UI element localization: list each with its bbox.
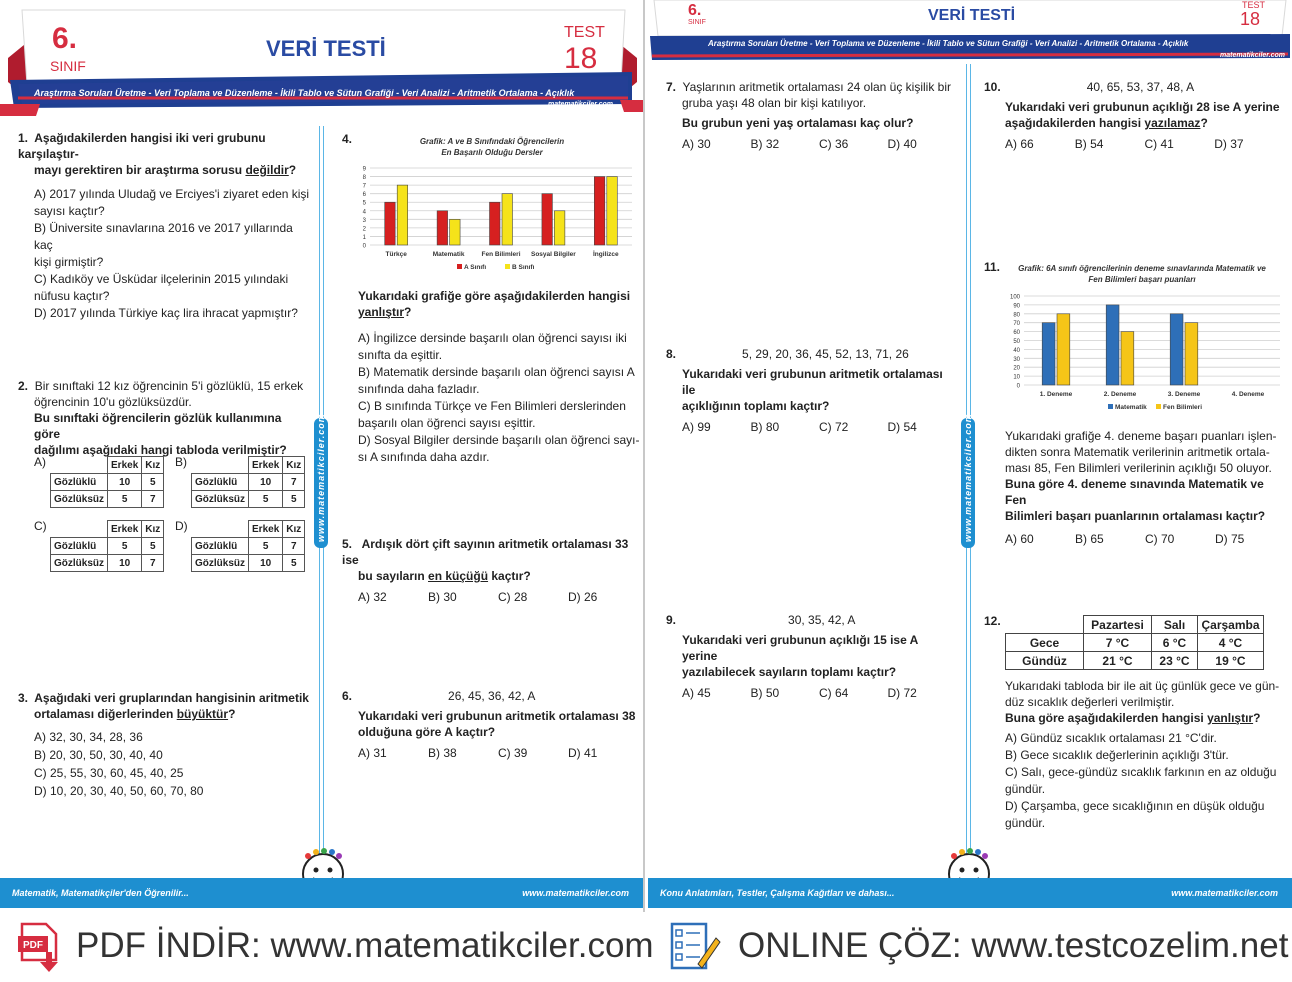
q4-option-a[interactable]: A) İngilizce dersinde başarılı olan öğrenci sayısı iki	[358, 331, 627, 345]
y-tick-label: 50	[1013, 339, 1020, 345]
legend-swatch	[457, 264, 462, 269]
online-solve-link[interactable]: ONLINE ÇÖZ: www.testcozelim.net	[738, 926, 1289, 965]
table-cell: 7 °C	[1084, 634, 1152, 652]
q1-option-d[interactable]: D) 2017 yılında Türkiye kaç lira ihracat yapmıştır?	[34, 306, 298, 320]
q9-option-c[interactable]: C) 64	[819, 686, 849, 700]
q3-option-b[interactable]: B) 20, 30, 50, 30, 40, 40	[34, 748, 163, 762]
q12-option-d-cont: gündür.	[1005, 816, 1046, 830]
q2-option-table	[50, 520, 164, 572]
site-small: matematikciler.com	[548, 101, 613, 108]
q12-para-2: düz sıcaklık değerleri verilmiştir.	[1005, 695, 1175, 709]
q6-data: 26, 45, 36, 42, A	[448, 689, 536, 703]
q6-number: 6.	[342, 689, 353, 703]
x-tick-label: Matematik	[432, 251, 465, 258]
row-label: Gündüz	[1006, 652, 1084, 670]
q5-line-1: Ardışık dört çift sayının aritmetik ortalaması 33 ise	[342, 537, 629, 567]
y-tick-label: 2	[362, 226, 366, 233]
question-9	[666, 612, 956, 700]
q6-option-d[interactable]: D) 41	[568, 746, 598, 760]
table-cell: 19 °C	[1198, 652, 1264, 670]
y-tick-label: 9	[362, 166, 366, 173]
row-label: Gözlüklü	[51, 538, 108, 555]
question-2	[18, 378, 310, 458]
table-header-cell: Kız	[142, 457, 164, 474]
q8-option-c[interactable]: C) 72	[819, 420, 849, 434]
y-tick-label: 3	[362, 217, 366, 224]
pdf-download-icon[interactable]	[16, 922, 64, 974]
chart1-title-line1: Grafik: A ve B Sınıfındaki Öğrencilerin	[419, 137, 565, 146]
q12-option-b[interactable]: B) Gece sıcaklık değerlerinin açıklığı 3'tür.	[1005, 748, 1229, 762]
q5-option-b[interactable]: B) 30	[428, 590, 457, 604]
test-label: TEST	[564, 24, 605, 41]
online-test-icon[interactable]	[668, 920, 722, 974]
y-tick-label: 40	[1013, 347, 1020, 354]
q10-option-c[interactable]: C) 41	[1144, 137, 1174, 151]
y-tick-label: 60	[1013, 330, 1020, 337]
table-header-cell	[51, 521, 108, 538]
q8-line-1: Yukarıdaki veri grubunun aritmetik ortalaması ile	[682, 367, 943, 397]
q9-option-d[interactable]: D) 72	[887, 686, 917, 700]
y-tick-label: 1	[362, 234, 366, 241]
q8-number: 8.	[666, 347, 677, 361]
row-label: Gözlüksüz	[51, 555, 108, 572]
table-cell: 21 °C	[1084, 652, 1152, 670]
bar-b-sınıfı	[397, 185, 407, 245]
q9-line-1: Yukarıdaki veri grubunun açıklığı 15 ise A yerine	[682, 633, 918, 663]
q8-option-d[interactable]: D) 54	[887, 420, 917, 434]
pdf-icon-label: PDF	[23, 940, 43, 951]
question-1	[18, 130, 310, 322]
table-corner	[1006, 616, 1084, 634]
q1-number: 1.	[18, 131, 29, 145]
q10-number: 10.	[984, 80, 1001, 94]
q5-number: 5.	[342, 537, 353, 551]
y-tick-label: 20	[1013, 365, 1020, 372]
q11-option-b[interactable]: B) 65	[1075, 532, 1104, 546]
q11-para-2: dikten sonra Matematik verilerinin aritmetik ortala-	[1005, 445, 1270, 459]
q6-option-b[interactable]: B) 38	[428, 746, 457, 760]
grade-number: 6.	[52, 22, 78, 55]
page-title: VERİ TESTİ	[266, 36, 386, 61]
legend-label: B Sınıfı	[512, 264, 535, 271]
q5-option-c[interactable]: C) 28	[498, 590, 528, 604]
q4-option-d[interactable]: D) Sosyal Bilgiler dersinde başarılı olan öğrenci sayı-	[358, 433, 640, 447]
bar-matematik	[1042, 323, 1055, 385]
q2-option-label: C)	[34, 519, 47, 533]
q10-option-a[interactable]: A) 66	[1005, 137, 1034, 151]
y-tick-label: 30	[1013, 356, 1020, 363]
q2-line-2: öğrencinin 10'u gözlüksüzdür.	[34, 395, 192, 409]
col-header: Salı	[1152, 616, 1198, 634]
q7-line-2: gruba yaşı 48 olan bir kişi katılıyor.	[682, 96, 867, 110]
bar-a-sınıfı	[385, 202, 395, 245]
table-header-cell: Erkek	[108, 521, 142, 538]
q3-underlined: büyüktür	[176, 707, 229, 721]
q2-number: 2.	[18, 379, 29, 393]
bar-a-sınıfı	[594, 177, 604, 245]
q7-line-1: Yaşlarının aritmetik ortalaması 24 olan üç kişilik bir	[682, 80, 952, 94]
grade-number: 6.	[688, 2, 702, 19]
q1-stem-end: ?	[288, 163, 297, 177]
y-tick-label: 80	[1013, 312, 1020, 319]
bar-fen-bilimleri	[1185, 323, 1198, 385]
question-10	[984, 79, 1284, 151]
bar-b-sınıfı	[607, 177, 617, 245]
y-tick-label: 8	[362, 175, 366, 182]
table-cell: 5	[249, 538, 283, 555]
topics-line: Araştırma Soruları Üretme - Veri Toplama ve Düzenleme - İkili Tablo ve Sütun Grafiği - Veri Analizi - Aritmetik Ortalama - Açıklık	[708, 39, 1189, 48]
q10-option-b[interactable]: B) 54	[1074, 137, 1104, 151]
legend-label: A Sınıfı	[464, 264, 487, 271]
table-cell: 23 °C	[1152, 652, 1198, 670]
q9-option-a[interactable]: A) 45	[682, 686, 711, 700]
q1-stem-b: mayı gerektiren bir araştırma sorusu	[34, 163, 246, 177]
table-cell: 7	[142, 491, 164, 508]
q11-para-4: Buna göre 4. deneme sınavında Matematik ve Fen	[1005, 477, 1264, 507]
q3-line-2: ortalaması diğerlerinden	[34, 707, 177, 721]
q5-option-d[interactable]: D) 26	[568, 590, 598, 604]
table-header-cell	[51, 457, 108, 474]
q10-underlined: yazılamaz	[1144, 116, 1201, 130]
chart1-title-line2: En Başarılı Olduğu Dersler	[441, 148, 543, 157]
table-header-cell: Kız	[283, 521, 305, 538]
q12-para-3: Buna göre aşağıdakilerden hangisi	[1005, 711, 1208, 725]
site-small: matematikciler.com	[1220, 52, 1285, 59]
q4-stem-1: Yukarıdaki grafiğe göre aşağıdakilerden hangisi	[358, 289, 631, 303]
q1-option-a-cont: sayısı kaçtır?	[34, 204, 105, 218]
bar-fen-bilimleri	[1057, 314, 1070, 385]
q7-number: 7.	[666, 80, 677, 94]
q10-option-d[interactable]: D) 37	[1214, 137, 1244, 151]
chart2-title-line1: Grafik: 6A sınıfı öğrencilerinin deneme sınavlarında Matematik ve	[1018, 264, 1266, 273]
q1-option-c-cont: nüfusu kaçtır?	[34, 289, 110, 303]
table-header-cell: Erkek	[249, 521, 283, 538]
grade-word: SINIF	[688, 19, 706, 26]
footer	[0, 878, 643, 908]
page-title: VERİ TESTİ	[928, 7, 1016, 24]
q10-line-1: Yukarıdaki veri grubunun açıklığı 28 ise A yerine	[1005, 100, 1280, 114]
legend-swatch	[505, 264, 510, 269]
row-label: Gözlüklü	[192, 538, 249, 555]
footer-site-link[interactable]: www.matematikciler.com	[1171, 888, 1278, 898]
q8-data: 5, 29, 20, 36, 45, 52, 13, 71, 26	[742, 347, 909, 361]
q12-underlined: yanlıştır	[1207, 711, 1254, 725]
table-header-cell: Erkek	[249, 457, 283, 474]
table-cell: 5	[142, 538, 164, 555]
row-label: Gece	[1006, 634, 1084, 652]
side-site-text: www.matematikciler.com	[314, 418, 328, 548]
left-page	[0, 0, 645, 912]
y-tick-label: 6	[362, 192, 366, 199]
y-tick-label: 100	[1009, 294, 1020, 301]
bar-b-sınıfı	[502, 194, 512, 245]
q2-line-1: Bir sınıftaki 12 kız öğrencinin 5'i gözlüklü, 15 erkek	[34, 379, 304, 393]
q3-option-c[interactable]: C) 25, 55, 30, 60, 45, 40, 25	[34, 766, 184, 780]
q4-option-d-cont: sı A sınıfında daha azdır.	[358, 450, 490, 464]
table-cell: 10	[249, 474, 283, 491]
table-cell: 7	[142, 555, 164, 572]
y-tick-label: 5	[362, 200, 366, 207]
q5-line-2-end: kaçtır?	[488, 569, 531, 583]
table-cell: 5	[108, 491, 142, 508]
pdf-download-link[interactable]: PDF İNDİR: www.matematikciler.com	[76, 926, 654, 965]
q4-option-b[interactable]: B) Matematik dersinde başarılı olan öğrenci sayısı A	[358, 365, 635, 379]
test-label: TEST	[1242, 0, 1266, 10]
q7-option-c[interactable]: C) 36	[819, 137, 849, 151]
q6-option-a[interactable]: A) 31	[358, 746, 387, 760]
row-label: Gözlüksüz	[51, 491, 108, 508]
bar-fen-bilimleri	[1121, 332, 1134, 385]
q10-line-2: aşağıdakilerden hangisi	[1005, 116, 1145, 130]
q7-option-a[interactable]: A) 30	[682, 137, 711, 151]
bar-a-sınıfı	[490, 202, 500, 245]
table-cell: 10	[249, 555, 283, 572]
q2-option-label: D)	[175, 519, 188, 533]
col-header: Çarşamba	[1198, 616, 1264, 634]
bar-a-sınıfı	[437, 211, 447, 245]
legend-swatch	[1108, 404, 1113, 409]
x-tick-label: Türkçe	[385, 251, 407, 258]
bar-a-sınıfı	[542, 194, 552, 245]
question-11	[1005, 428, 1287, 546]
table-cell: 10	[108, 555, 142, 572]
q3-number: 3.	[18, 691, 29, 705]
q1-stem-underlined: değildir	[245, 163, 289, 177]
test-number: 18	[1240, 9, 1261, 29]
q4-option-a-cont: sınıfta da eşittir.	[358, 348, 443, 362]
question-3	[18, 690, 310, 800]
footer-slogan: Matematik, Matematikçiler'den Öğrenilir...	[12, 888, 189, 898]
x-tick-label: Sosyal Bilgiler	[531, 251, 576, 258]
q2-option-table	[191, 520, 305, 572]
chart-class-ab	[342, 130, 632, 280]
q10-line-2-end: ?	[1200, 116, 1208, 130]
q9-option-b[interactable]: B) 50	[750, 686, 780, 700]
q2-option-label: B)	[175, 455, 187, 469]
q2-option-table	[50, 456, 164, 508]
q1-stem-a: Aşağıdakilerden hangisi iki veri grubunu karşılaştır-	[18, 131, 266, 161]
q2-option-table	[191, 456, 305, 508]
q6-line-2: olduğuna göre A kaçtır?	[358, 725, 496, 739]
q11-option-c[interactable]: C) 70	[1145, 532, 1175, 546]
row-label: Gözlüksüz	[192, 491, 249, 508]
row-label: Gözlüksüz	[192, 555, 249, 572]
q9-data: 30, 35, 42, A	[788, 613, 856, 627]
table-cell: 5	[283, 555, 305, 572]
y-tick-label: 4	[362, 209, 366, 216]
col-header: Pazartesi	[1084, 616, 1152, 634]
q11-para-3: ması 85, Fen Bilimleri verilerinin açıklığı 50 oluyor.	[1005, 461, 1272, 475]
bar-matematik	[1106, 305, 1119, 385]
q11-para-5: Bilimleri başarı puanlarının ortalaması kaçtır?	[1005, 509, 1266, 523]
table-cell: 5	[249, 491, 283, 508]
q4-option-c-cont: başarılı olan öğrenci sayısı eşittir.	[358, 416, 536, 430]
q12-para-1: Yukarıdaki tabloda bir ile ait üç günlük gece ve gün-	[1005, 679, 1280, 693]
footer	[648, 878, 1292, 908]
q1-option-b[interactable]: B) Üniversite sınavlarına 2016 ve 2017 yıllarında kaç	[34, 221, 293, 252]
table-header-cell	[192, 457, 249, 474]
q5-underlined: en küçüğü	[428, 569, 489, 583]
q1-option-c[interactable]: C) Kadıköy ve Üsküdar ilçelerinin 2015 yılındaki	[34, 272, 289, 286]
y-tick-label: 0	[1016, 383, 1020, 390]
q11-number: 11.	[984, 260, 1001, 274]
table-cell: 6 °C	[1152, 634, 1198, 652]
y-tick-label: 70	[1013, 321, 1020, 328]
q12-option-d[interactable]: D) Çarşamba, gece sıcaklığının en düşük olduğu	[1005, 799, 1265, 813]
table-cell: 5	[108, 538, 142, 555]
q4-option-b-cont: sınıfında daha fazladır.	[358, 382, 480, 396]
q12-option-a[interactable]: A) Gündüz sıcaklık ortalaması 21 °C'dir.	[1005, 731, 1217, 745]
q8-option-a[interactable]: A) 99	[682, 420, 711, 434]
q8-option-b[interactable]: B) 80	[750, 420, 780, 434]
q12-number: 12.	[984, 614, 1001, 628]
q10-data: 40, 65, 53, 37, 48, A	[1086, 80, 1195, 94]
test-number: 18	[564, 42, 598, 75]
q2-option-label: A)	[34, 455, 46, 469]
chart2-title-line2: Fen Bilimleri başarı puanları	[1088, 275, 1196, 284]
y-tick-label: 0	[362, 243, 366, 250]
question-8	[666, 346, 956, 434]
chart-deneme-scores	[992, 258, 1284, 420]
q12-option-c[interactable]: C) Salı, gece-gündüz sıcaklık farkının en az olduğu	[1005, 765, 1277, 779]
q7-line-3: Bu grubun yeni yaş ortalaması kaç olur?	[682, 116, 914, 130]
question-4	[358, 288, 640, 466]
q11-para-1: Yukarıdaki grafiğe 4. deneme başarı puanları işlen-	[1005, 429, 1277, 443]
table-header-cell: Kız	[142, 521, 164, 538]
q7-option-b[interactable]: B) 32	[750, 137, 780, 151]
q4-number: 4.	[342, 132, 353, 146]
bottom-bar	[0, 912, 1292, 982]
y-tick-label: 10	[1013, 374, 1020, 381]
x-tick-label: 2. Deneme	[1103, 391, 1137, 398]
x-tick-label: Fen Bilimleri	[481, 251, 521, 258]
bar-matematik	[1170, 314, 1183, 385]
q3-line-2-end: ?	[228, 707, 236, 721]
q11-option-d[interactable]: D) 75	[1215, 532, 1245, 546]
question-7	[666, 79, 956, 151]
smiley-logo-icon	[296, 848, 350, 882]
smiley-logo-icon	[942, 848, 996, 882]
q6-line-1: Yukarıdaki veri grubunun aritmetik ortalaması 38	[358, 709, 636, 723]
y-tick-label: 90	[1013, 303, 1020, 310]
q8-line-2: açıklığının toplamı kaçtır?	[682, 399, 830, 413]
q9-number: 9.	[666, 613, 677, 627]
x-tick-label: 3. Deneme	[1167, 391, 1201, 398]
x-tick-label: 1. Deneme	[1039, 391, 1073, 398]
q4-stem-underlined: yanlıştır	[358, 305, 405, 319]
q12-para-3-end: ?	[1253, 711, 1261, 725]
table-cell: 10	[108, 474, 142, 491]
legend-label: Matematik	[1115, 404, 1147, 411]
q6-option-c[interactable]: C) 39	[498, 746, 528, 760]
topics-line: Araştırma Soruları Üretme - Veri Toplama ve Düzenleme - İkili Tablo ve Sütun Grafiği - Veri Analizi - Aritmetik Ortalama - Açıklık	[34, 88, 575, 98]
table-header-cell: Erkek	[108, 457, 142, 474]
q3-option-a[interactable]: A) 32, 30, 34, 28, 36	[34, 730, 143, 744]
question-12	[1005, 678, 1287, 832]
y-tick-label: 7	[362, 183, 366, 190]
question-5	[342, 536, 640, 604]
table-header-cell	[192, 521, 249, 538]
table-cell: 4 °C	[1198, 634, 1264, 652]
q1-option-b-cont: kişi girmiştir?	[34, 255, 104, 269]
q4-option-c[interactable]: C) B sınıfında Türkçe ve Fen Bilimleri derslerinden	[358, 399, 626, 413]
grade-word: SINIF	[50, 58, 86, 74]
q4-stem-end: ?	[404, 305, 412, 319]
q1-option-a[interactable]: A) 2017 yılında Uludağ ve Erciyes'i ziyaret eden kişi	[34, 187, 310, 201]
side-site-text: www.matematikciler.com	[961, 418, 975, 548]
q5-line-2: bu sayıların	[358, 569, 429, 583]
q12-option-c-cont: gündür.	[1005, 782, 1046, 796]
q5-option-a[interactable]: A) 32	[358, 590, 387, 604]
right-page	[648, 0, 1292, 912]
table-cell: 7	[283, 538, 305, 555]
q3-line-1: Aşağıdaki veri gruplarından hangisinin aritmetik	[34, 691, 309, 705]
q9-line-2: yazılabilecek sayıların toplamı kaçtır?	[682, 665, 897, 679]
table-header-cell: Kız	[283, 457, 305, 474]
table-cell: 5	[283, 491, 305, 508]
bar-b-sınıfı	[554, 211, 564, 245]
bar-b-sınıfı	[450, 219, 460, 245]
row-label: Gözlüklü	[192, 474, 249, 491]
x-tick-label: İngilizce	[592, 251, 619, 258]
x-tick-label: 4. Deneme	[1231, 391, 1265, 398]
q11-option-a[interactable]: A) 60	[1005, 532, 1034, 546]
q2-line-3: Bu sınıftaki öğrencilerin gözlük kullanımına göre	[34, 411, 282, 441]
footer-site-link[interactable]: www.matematikciler.com	[522, 888, 629, 898]
row-label: Gözlüklü	[51, 474, 108, 491]
table-cell: 5	[142, 474, 164, 491]
q2-line-4: dağılımı aşağıdaki hangi tabloda verilmiştir?	[34, 443, 287, 457]
q3-option-d[interactable]: D) 10, 20, 30, 40, 50, 60, 70, 80	[34, 784, 204, 798]
legend-label: Fen Bilimleri	[1163, 404, 1203, 411]
question-6	[342, 688, 640, 760]
q7-option-d[interactable]: D) 40	[887, 137, 917, 151]
table-cell: 7	[283, 474, 305, 491]
legend-swatch	[1156, 404, 1161, 409]
footer-slogan: Konu Anlatımları, Testler, Çalışma Kağıtları ve dahası...	[660, 888, 895, 898]
temperature-table	[1005, 615, 1264, 670]
